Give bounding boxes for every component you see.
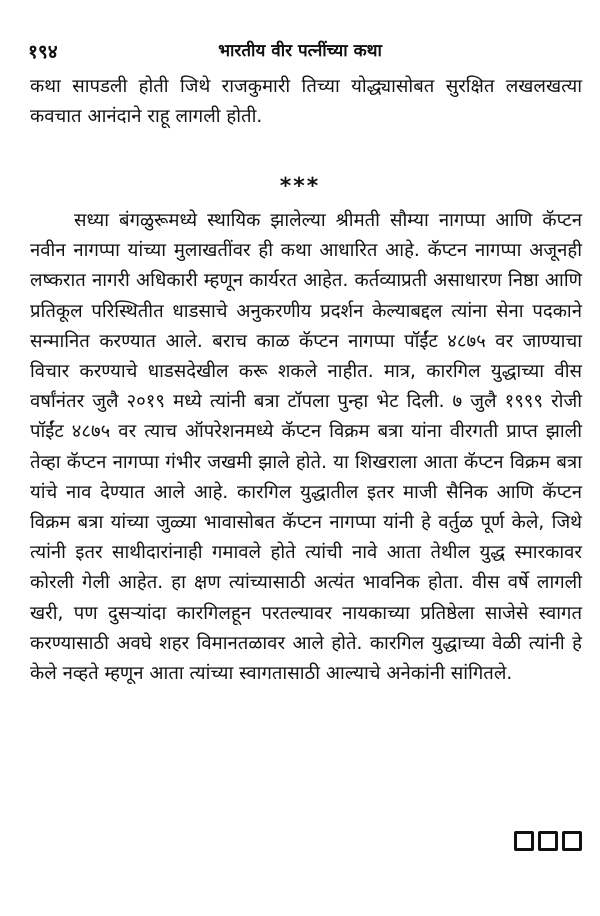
box-icon <box>562 831 582 851</box>
three-box-end-mark-icon <box>514 831 582 851</box>
box-icon <box>514 831 534 851</box>
paragraph-continued <box>30 72 582 132</box>
box-icon <box>538 831 558 851</box>
paragraph-main <box>30 206 582 689</box>
paragraph-text: सध्या बंगळुरूमध्ये स्थायिक झालेल्या श्रीमती सौम्या नागप्पा आणि कॅप्टन नवीन नागप्पा यांच्या मुलाखतींवर ही कथा आधारित आहे. कॅप्टन नागप्पा अजूनही लष्करात नागरी अधिकारी म्हणून कार्यरत आहेत. कर्तव्याप्रती असाधारण निष्ठा आणि प्रतिकूल परिस्थितीत धाडसाचे अनुकरणीय प्रदर्शन केल्याबद्दल त्यांना सेना पदकाने सन्मानित करण्यात आले. बराच काळ कॅप्टन नागप्पा पॉईंट ४८७५ वर जाण्याचा विचार करण्याचे धाडसदेखील करू शकले नाहीत. मात्र, कारगिल युद्धाच्या वीस वर्षांनंतर जुलै २०१९ मध्ये त्यांनी बत्रा टॉपला पुन्हा भेट दिली. ७ जुलै १९९९ रोजी पॉईंट ४८७५ वर त्याच ऑपरेशनमध्ये कॅप्टन विक्रम बत्रा यांना वीरगती प्राप्त झाली तेव्हा कॅप्टन नागप्पा गंभीर जखमी झाले होते. या शिखराला आता कॅप्टन विक्रम बत्रा यांचे नाव देण्यात आले आहे. कारगिल युद्धातील इतर माजी सैनिक आणि कॅप्टन विक्रम बत्रा यांच्या जुळ्या भावासोबत कॅप्टन नागप्पा यांनी हे वर्तुळ पूर्ण केले, जिथे त्यांनी इतर साथीदारांनाही गमावले होते त्यांची नावे आता तेथील युद्ध स्मारकावर कोरली गेली आहेत. हा क्षण त्यांच्यासाठी अत्यंत भावनिक होता. वीस वर्षे लागली खरी, पण दुसऱ्यांदा कारगिलहून परतल्यावर नायकाच्या प्रतिष्ठेला साजेसे स्वागत करण्यासाठी अवघे शहर विमानतळावर आले होते. कारगिल युद्धाच्या वेळी त्यांनी हे केले नव्हते म्हणून आता त्यांच्या स्वागतासाठी आल्याचे अनेकांनी सांगितले. <box>30 210 582 685</box>
page-number: १९४ <box>28 41 58 63</box>
page-header <box>22 38 578 64</box>
paragraph-text: कथा सापडली होती जिथे राजकुमारी तिच्या योद्ध्यासोबत सुरक्षित लखलखत्या कवचात आनंदाने राहू लागली होती. <box>30 76 582 128</box>
running-title: भारतीय वीर पत्नींच्या कथा <box>218 41 382 61</box>
section-separator: *** <box>279 174 321 199</box>
